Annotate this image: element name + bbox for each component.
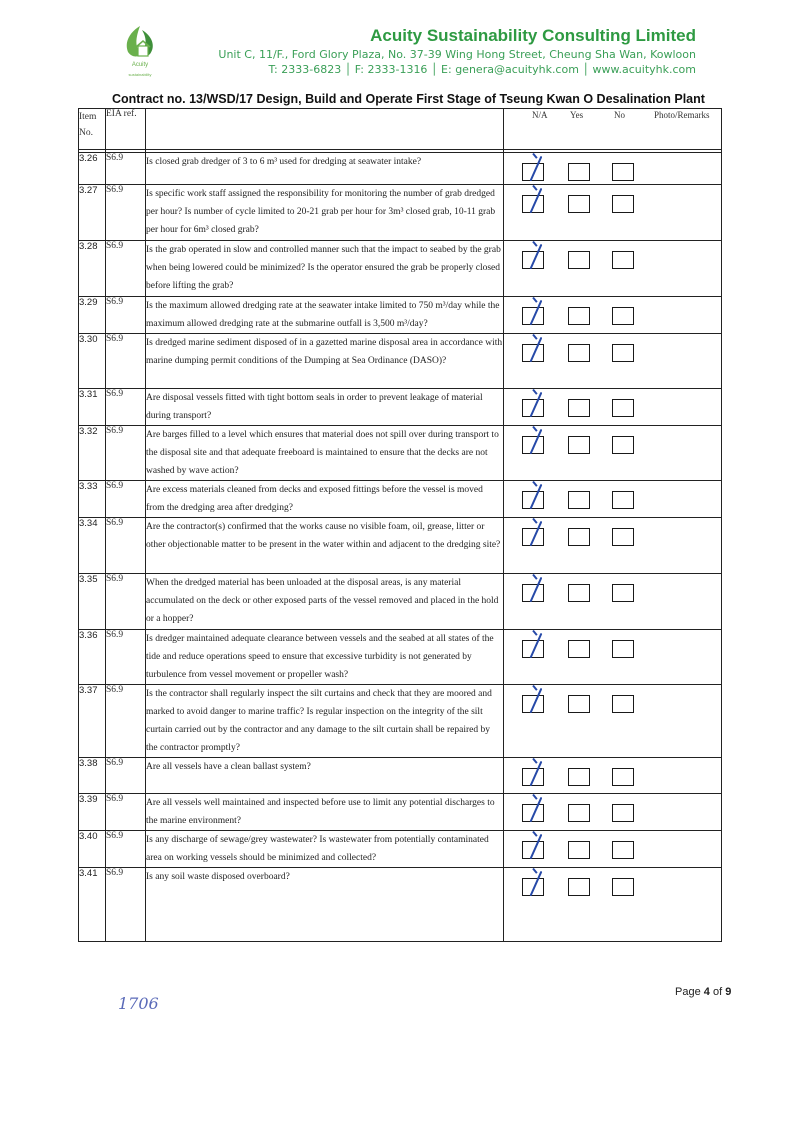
page-label: Page	[675, 986, 701, 998]
table-row	[79, 241, 722, 297]
answer-cell	[504, 153, 722, 185]
eia-ref: S6.9	[106, 685, 146, 758]
checkbox-no[interactable]	[612, 878, 634, 896]
tick-stroke-icon	[532, 297, 537, 303]
item-number: 3.28	[79, 241, 106, 297]
tick-stroke-icon	[532, 426, 537, 432]
checkbox-yes[interactable]	[568, 804, 590, 822]
tick-stroke-icon	[532, 334, 537, 340]
answer-cell	[504, 426, 722, 481]
eia-ref: S6.9	[106, 794, 146, 831]
checkbox-yes[interactable]	[568, 640, 590, 658]
question-text: Is specific work staff assigned the responsibility for monitoring the number of grab dredged per hour? Is number of cycle limited to 20-21 grab per hour for 3m³ closed grab, 10-11 grab per hour for 6m³ closed grab?	[146, 185, 504, 241]
answer-cell	[504, 389, 722, 426]
question-text: Are the contractor(s) confirmed that the works cause no visible foam, oil, grease, litter or other objectionable matter to be present in the water within and adjacent to the dredging site?	[146, 518, 504, 574]
checkbox-no[interactable]	[612, 695, 634, 713]
tick-stroke-icon	[532, 685, 537, 691]
table-row	[79, 685, 722, 758]
answer-cell	[504, 868, 722, 942]
checklist-rows	[79, 150, 722, 942]
table-row	[79, 758, 722, 794]
checkbox-yes[interactable]	[568, 878, 590, 896]
table-row	[79, 426, 722, 481]
item-number: 3.34	[79, 518, 106, 574]
eia-ref: S6.9	[106, 868, 146, 942]
logo-text: Acuity	[131, 62, 149, 68]
answer-cell	[504, 794, 722, 831]
item-number: 3.37	[79, 685, 106, 758]
answer-cell	[504, 518, 722, 574]
contract-title: Contract no. 13/WSD/17 Design, Build and Operate First Stage of Tseung Kwan O Desalination Plant	[112, 92, 705, 106]
item-number: 3.36	[79, 630, 106, 685]
answer-cell	[504, 758, 722, 794]
table-row	[79, 334, 722, 389]
table-row	[79, 185, 722, 241]
table-row	[79, 297, 722, 334]
checkbox-no[interactable]	[612, 804, 634, 822]
checkbox-yes[interactable]	[568, 195, 590, 213]
company-address: Unit C, 11/F., Ford Glory Plaza, No. 37-39 Wing Hong Street, Cheung Sha Wan, Kowloon	[218, 48, 696, 61]
checkbox-yes[interactable]	[568, 841, 590, 859]
checkbox-yes[interactable]	[568, 163, 590, 181]
table-row	[79, 389, 722, 426]
question-text: Are all vessels well maintained and inspected before use to limit any potential discharges to the marine environment?	[146, 794, 504, 831]
checkbox-no[interactable]	[612, 528, 634, 546]
checkbox-no[interactable]	[612, 491, 634, 509]
item-number: 3.30	[79, 334, 106, 389]
eia-ref: S6.9	[106, 758, 146, 794]
eia-ref: S6.9	[106, 630, 146, 685]
handwritten-note: 1706	[118, 994, 159, 1013]
question-text: Is the contractor shall regularly inspect the silt curtains and check that they are moored and marked to avoid danger to marine traffic? Is regular inspection on the integrity of the silt curtain carried out by the contractor and any damage to the silt curtain shall be repaired by the contractor promptly?	[146, 685, 504, 758]
tick-stroke-icon	[532, 868, 537, 874]
item-number: 3.26	[79, 153, 106, 185]
header-question	[146, 109, 504, 150]
table-row	[79, 574, 722, 630]
question-text: Is the maximum allowed dredging rate at the seawater intake limited to 750 m³/day while the maximum allowed dredging rate at the submarine outfall is 3,500 m³/day?	[146, 297, 504, 334]
tick-stroke-icon	[532, 794, 537, 800]
item-number: 3.32	[79, 426, 106, 481]
eia-ref: S6.9	[106, 334, 146, 389]
tick-stroke-icon	[532, 153, 537, 159]
checkbox-yes[interactable]	[568, 251, 590, 269]
header-na: N/A	[532, 110, 548, 120]
answer-cell	[504, 574, 722, 630]
tick-stroke-icon	[532, 185, 537, 191]
header-options	[504, 109, 722, 150]
table-row	[79, 630, 722, 685]
page-fold-corner	[746, 0, 794, 48]
page-current: 4	[703, 986, 710, 998]
eia-ref: S6.9	[106, 518, 146, 574]
header-photo-remarks: Photo/Remarks	[654, 110, 710, 120]
page-number	[675, 986, 731, 998]
checkbox-yes[interactable]	[568, 307, 590, 325]
tick-stroke-icon	[532, 389, 537, 395]
answer-cell	[504, 630, 722, 685]
header-no: No	[614, 110, 625, 120]
company-contact: T: 2333-6823 │ F: 2333-1316 │ E: genera@acuityhk.com │ www.acuityhk.com	[268, 63, 696, 76]
checkbox-no[interactable]	[612, 399, 634, 417]
checkbox-yes[interactable]	[568, 768, 590, 786]
eia-ref: S6.9	[106, 426, 146, 481]
eia-ref: S6.9	[106, 153, 146, 185]
header-item-no: Item No.	[79, 109, 106, 150]
checkbox-yes[interactable]	[568, 344, 590, 362]
checkbox-yes[interactable]	[568, 584, 590, 602]
acuity-logo-icon	[110, 22, 170, 78]
question-text: Are disposal vessels fitted with tight bottom seals in order to prevent leakage of material during transport?	[146, 389, 504, 426]
item-number: 3.29	[79, 297, 106, 334]
question-text: Is dredged marine sediment disposed of in a gazetted marine disposal area in accordance with marine dumping permit conditions of the Dumping at Sea Ordinance (DASO)?	[146, 334, 504, 389]
item-number: 3.41	[79, 868, 106, 942]
question-text: Is any discharge of sewage/grey wastewater? Is wastewater from potentially contaminated area on working vessels should be minimized and collected?	[146, 831, 504, 868]
checkbox-no[interactable]	[612, 436, 634, 454]
answer-cell	[504, 831, 722, 868]
checkbox-yes[interactable]	[568, 399, 590, 417]
table-row	[79, 153, 722, 185]
table-row	[79, 518, 722, 574]
eia-ref: S6.9	[106, 831, 146, 868]
table-row	[79, 831, 722, 868]
checklist-table	[78, 108, 722, 942]
item-number: 3.40	[79, 831, 106, 868]
checkbox-no[interactable]	[612, 584, 634, 602]
answer-cell	[504, 334, 722, 389]
item-number: 3.39	[79, 794, 106, 831]
checkbox-no[interactable]	[612, 195, 634, 213]
item-number: 3.33	[79, 481, 106, 518]
tick-stroke-icon	[532, 758, 537, 764]
question-text: Is any soil waste disposed overboard?	[146, 868, 504, 942]
question-text: Are all vessels have a clean ballast system?	[146, 758, 504, 794]
question-text: Is dredger maintained adequate clearance between vessels and the seabed at all states of the tide and reduce operations speed to ensure that excessive turbidity is not generated by turbulence from vessel movement or propeller wash?	[146, 630, 504, 685]
item-number: 3.35	[79, 574, 106, 630]
checkbox-yes[interactable]	[568, 695, 590, 713]
checkbox-no[interactable]	[612, 640, 634, 658]
checkbox-yes[interactable]	[568, 436, 590, 454]
question-text: Are barges filled to a level which ensures that material does not spill over during transport to the disposal site and that adequate freeboard is maintained to ensure that the decks are not washed by wave action?	[146, 426, 504, 481]
answer-cell	[504, 185, 722, 241]
checkbox-no[interactable]	[612, 768, 634, 786]
eia-ref: S6.9	[106, 574, 146, 630]
header-yes: Yes	[570, 110, 584, 120]
eia-ref: S6.9	[106, 185, 146, 241]
table-header-row	[79, 109, 722, 150]
table-row	[79, 794, 722, 831]
checkbox-no[interactable]	[612, 307, 634, 325]
tick-stroke-icon	[532, 574, 537, 580]
item-number: 3.38	[79, 758, 106, 794]
tick-stroke-icon	[532, 241, 537, 247]
checkbox-no[interactable]	[612, 344, 634, 362]
question-text: Is the grab operated in slow and controlled manner such that the impact to seabed by the grab when being lowered could be minimized? Is the operator ensured the grab be properly closed before lifting the grab?	[146, 241, 504, 297]
answer-cell	[504, 685, 722, 758]
page-total: 9	[725, 986, 732, 998]
checkbox-yes[interactable]	[568, 528, 590, 546]
question-text: When the dredged material has been unloaded at the disposal areas, is any material accumulated on the deck or other exposed parts of the vessel removed and placed in the hold or a hopper?	[146, 574, 504, 630]
item-number: 3.31	[79, 389, 106, 426]
answer-cell	[504, 297, 722, 334]
tick-stroke-icon	[532, 481, 537, 487]
page-of: of	[712, 986, 723, 998]
tick-stroke-icon	[532, 630, 537, 636]
tick-stroke-icon	[532, 518, 537, 524]
company-name: Acuity Sustainability Consulting Limited	[370, 26, 696, 45]
eia-ref: S6.9	[106, 481, 146, 518]
checkbox-no[interactable]	[612, 251, 634, 269]
question-text: Are excess materials cleaned from decks and exposed fittings before the vessel is moved from the dredging area after dredging?	[146, 481, 504, 518]
item-number: 3.27	[79, 185, 106, 241]
eia-ref: S6.9	[106, 241, 146, 297]
logo-subtext: sustainability	[128, 72, 152, 77]
checkbox-yes[interactable]	[568, 491, 590, 509]
eia-ref: S6.9	[106, 389, 146, 426]
answer-cell	[504, 481, 722, 518]
table-row	[79, 868, 722, 942]
header-eia-ref: EIA ref.	[106, 109, 146, 150]
tick-stroke-icon	[532, 831, 537, 837]
question-text: Is closed grab dredger of 3 to 6 m³ used for dredging at seawater intake?	[146, 153, 504, 185]
checkbox-no[interactable]	[612, 841, 634, 859]
answer-cell	[504, 241, 722, 297]
table-row	[79, 481, 722, 518]
eia-ref: S6.9	[106, 297, 146, 334]
checkbox-no[interactable]	[612, 163, 634, 181]
